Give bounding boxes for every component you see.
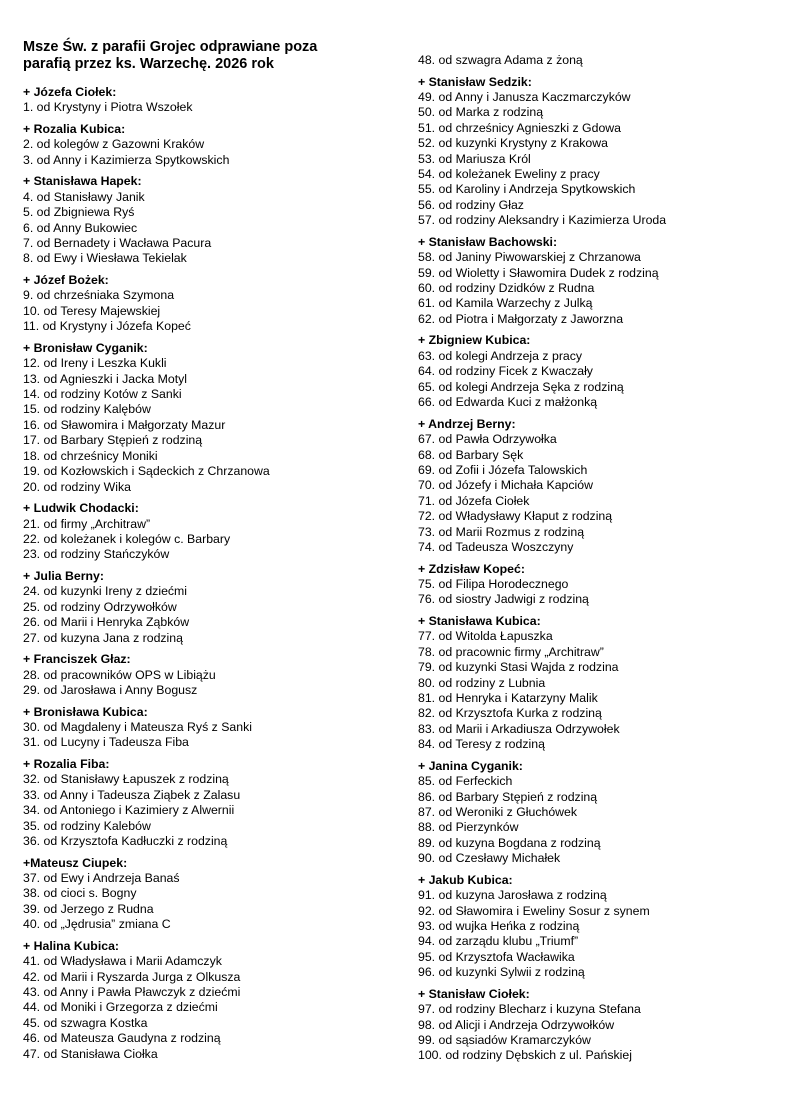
intention-item: 85. od Ferfeckich bbox=[418, 774, 513, 789]
intention-item: 76. od siostry Jadwigi z rodziną bbox=[418, 592, 589, 607]
intention-section bbox=[23, 757, 403, 849]
intention-item: 42. od Marii i Ryszarda Jurga z Olkusza bbox=[23, 969, 241, 984]
intention-item: 66. od Edwarda Kuci z małżonką bbox=[418, 395, 598, 410]
intention-item: 84. od Teresy z rodziną bbox=[418, 737, 545, 752]
intention-item: 27. od kuzyna Jana z rodziną bbox=[23, 630, 183, 645]
intention-section bbox=[418, 235, 778, 327]
intention-item: 73. od Marii Rozmus z rodziną bbox=[418, 524, 585, 539]
intention-item: 93. od wujka Heńka z rodziną bbox=[418, 919, 580, 934]
intention-section bbox=[418, 417, 778, 556]
intention-item: 45. od szwagra Kostka bbox=[23, 1015, 148, 1030]
intention-item: 48. od szwagra Adama z żoną bbox=[418, 53, 583, 67]
intention-item: 60. od rodziny Dzidków z Rudna bbox=[418, 281, 595, 296]
intention-section bbox=[418, 333, 778, 410]
intention-section bbox=[418, 614, 778, 753]
left-column bbox=[23, 85, 403, 1068]
intention-item: 53. od Mariusza Król bbox=[418, 151, 531, 166]
intention-item: 11. od Krystyny i Józefa Kopeć bbox=[23, 319, 191, 334]
intention-item: 20. od rodziny Wika bbox=[23, 479, 131, 494]
intention-section bbox=[23, 273, 403, 335]
intention-item: 80. od rodziny z Lubnia bbox=[418, 675, 546, 690]
intention-item: 71. od Józefa Ciołek bbox=[418, 493, 530, 508]
intention-item: 9. od chrześniaka Szymona bbox=[23, 288, 175, 303]
intention-item: 92. od Sławomira i Eweliny Sosur z synem bbox=[418, 903, 650, 918]
intention-item: 91. od kuzyna Jarosława z rodziną bbox=[418, 888, 607, 903]
intention-section bbox=[23, 939, 403, 1062]
intention-item: 69. od Zofii i Józefa Talowskich bbox=[418, 462, 588, 477]
page-title bbox=[23, 39, 403, 73]
intention-item: 78. od pracownic firmy „Architraw” bbox=[418, 644, 604, 659]
intention-item: 96. od kuzynki Sylwii z rodziną bbox=[418, 965, 585, 980]
section-heading: + Stanisława Kubica: bbox=[418, 613, 541, 628]
intention-item: 33. od Anny i Tadeusza Ziąbek z Zalasu bbox=[23, 787, 241, 802]
intention-item: 13. od Agnieszki i Jacka Motyl bbox=[23, 371, 188, 386]
intention-item: 28. od pracowników OPS w Libiążu bbox=[23, 667, 216, 682]
intention-item: 54. od koleżanek Eweliny z pracy bbox=[418, 167, 600, 182]
intention-section bbox=[23, 569, 403, 646]
section-heading: +Mateusz Ciupek: bbox=[23, 855, 128, 870]
section-heading: + Stanisław Sedzik: bbox=[418, 74, 532, 89]
intention-section bbox=[418, 562, 778, 608]
intention-item: 50. od Marka z rodziną bbox=[418, 105, 544, 120]
section-heading: + Bronisław Cyganik: bbox=[23, 340, 148, 355]
intention-item: 82. od Krzysztofa Kurka z rodziną bbox=[418, 706, 602, 721]
section-heading: + Franciszek Głaz: bbox=[23, 652, 131, 667]
intention-section bbox=[23, 501, 403, 563]
section-heading: + Stanisław Bachowski: bbox=[418, 234, 558, 249]
intention-item: 30. od Magdaleny i Mateusza Ryś z Sanki bbox=[23, 719, 252, 734]
section-heading: + Stanisława Hapek: bbox=[23, 174, 142, 189]
intention-item: 44. od Moniki i Grzegorza z dziećmi bbox=[23, 1000, 218, 1015]
intention-item: 87. od Weroniki z Głuchówek bbox=[418, 805, 578, 819]
section-heading: + Rozalia Kubica: bbox=[23, 122, 126, 136]
section-heading: + Jakub Kubica: bbox=[418, 872, 513, 887]
intention-item: 26. od Marii i Henryka Ząbków bbox=[23, 615, 190, 630]
intention-item: 61. od Kamila Warzechy z Julką bbox=[418, 296, 593, 311]
intention-item: 64. od rodziny Ficek z Kwaczały bbox=[418, 364, 593, 379]
intention-item: 77. od Witolda Łapuszka bbox=[418, 629, 553, 644]
intention-section bbox=[418, 75, 778, 229]
section-heading: + Stanisław Ciołek: bbox=[418, 986, 530, 1001]
intention-item: 14. od rodziny Kotów z Sanki bbox=[23, 387, 182, 402]
intention-item: 74. od Tadeusza Woszczyny bbox=[418, 539, 574, 554]
intention-item: 83. od Marii i Arkadiusza Odrzywołek bbox=[418, 721, 620, 736]
section-heading: + Bronisława Kubica: bbox=[23, 704, 148, 719]
intention-item: 15. od rodziny Kalębów bbox=[23, 402, 151, 417]
intention-item: 25. od rodziny Odrzywołków bbox=[23, 599, 177, 614]
intention-item: 57. od rodziny Aleksandry i Kazimierza Uroda bbox=[418, 213, 667, 228]
section-heading: + Ludwik Chodacki: bbox=[23, 501, 139, 516]
page-title-line-2: parafią przez ks. Warzechę. 2026 rok bbox=[23, 56, 274, 72]
intention-item: 32. od Stanisławy Łapuszek z rodziną bbox=[23, 772, 229, 787]
intention-section bbox=[23, 856, 403, 933]
intention-item: 99. od sąsiadów Kramarczyków bbox=[418, 1033, 591, 1048]
intention-item: 43. od Anny i Pawła Pławczyk z dziećmi bbox=[23, 985, 241, 999]
intention-section bbox=[23, 652, 403, 698]
intention-item: 2. od kolegów z Gazowni Kraków bbox=[23, 137, 205, 152]
intention-item: 23. od rodziny Stańczyków bbox=[23, 547, 170, 562]
intention-section bbox=[23, 705, 403, 751]
intention-section bbox=[418, 759, 778, 867]
intention-section bbox=[418, 987, 778, 1064]
intention-section bbox=[23, 122, 403, 168]
intention-item: 94. od zarządu klubu „Triumf” bbox=[418, 934, 579, 949]
intention-item: 21. od firmy „Architraw” bbox=[23, 516, 151, 531]
intention-item: 10. od Teresy Majewskiej bbox=[23, 303, 161, 318]
intention-item: 58. od Janiny Piwowarskiej z Chrzanowa bbox=[418, 250, 641, 265]
section-heading: + Zdzisław Kopeć: bbox=[418, 561, 525, 576]
intention-item: 3. od Anny i Kazimierza Spytkowskich bbox=[23, 152, 230, 167]
intention-item: 59. od Wioletty i Sławomira Dudek z rodziną bbox=[418, 265, 659, 280]
section-heading: + Janina Cyganik: bbox=[418, 758, 523, 773]
intention-item: 39. od Jerzego z Rudna bbox=[23, 901, 154, 916]
intention-item: 62. od Piotra i Małgorzaty z Jaworzna bbox=[418, 311, 624, 326]
intention-item: 65. od kolegi Andrzeja Sęka z rodziną bbox=[418, 379, 624, 394]
section-heading: + Andrzej Berny: bbox=[418, 416, 516, 431]
intention-item: 41. od Władysława i Marii Adamczyk bbox=[23, 954, 222, 969]
intention-item: 72. od Władysławy Kłaput z rodziną bbox=[418, 509, 613, 524]
intention-item: 89. od kuzyna Bogdana z rodziną bbox=[418, 835, 601, 850]
intention-item: 34. od Antoniego i Kazimiery z Alwernii bbox=[23, 803, 235, 818]
intention-item: 16. od Sławomira i Małgorzaty Mazur bbox=[23, 417, 226, 432]
intention-item: 56. od rodziny Głaz bbox=[418, 197, 524, 212]
intention-item: 86. od Barbary Stępień z rodziną bbox=[418, 789, 598, 804]
intention-item: 49. od Anny i Janusza Kaczmarczyków bbox=[418, 90, 631, 104]
intention-item: 1. od Krystyny i Piotra Wszołek bbox=[23, 100, 193, 115]
section-heading: + Julia Berny: bbox=[23, 568, 104, 583]
intention-item: 51. od chrześnicy Agnieszki z Gdowa bbox=[418, 120, 622, 135]
right-column bbox=[418, 53, 778, 1070]
intention-section bbox=[418, 873, 778, 981]
intention-section bbox=[23, 174, 403, 266]
intention-item: 29. od Jarosława i Anny Bogusz bbox=[23, 682, 198, 697]
intention-item: 31. od Lucyny i Tadeusza Fiba bbox=[23, 735, 189, 750]
page-title-line-1: Msze Św. z parafii Grojec odprawiane poza bbox=[23, 39, 318, 55]
intention-item: 100. od rodziny Dębskich z ul. Pańskiej bbox=[418, 1048, 632, 1063]
intention-item: 88. od Pierzynków bbox=[418, 820, 519, 835]
intention-item: 47. od Stanisława Ciołka bbox=[23, 1046, 158, 1061]
intention-item: 38. od cioci s. Bogny bbox=[23, 886, 137, 901]
intention-item: 98. od Alicji i Andrzeja Odrzywołków bbox=[418, 1017, 615, 1032]
intention-item: 37. od Ewy i Andrzeja Banaś bbox=[23, 870, 180, 885]
intention-item: 5. od Zbigniewa Ryś bbox=[23, 205, 135, 220]
intention-item: 55. od Karoliny i Andrzeja Spytkowskich bbox=[418, 182, 636, 197]
intention-item: 18. od chrześnicy Moniki bbox=[23, 448, 158, 463]
section-heading: + Zbigniew Kubica: bbox=[418, 333, 531, 348]
intention-item: 46. od Mateusza Gaudyna z rodziną bbox=[23, 1031, 221, 1046]
intention-item: 36. od Krzysztofa Kadłuczki z rodziną bbox=[23, 833, 228, 848]
intention-item: 24. od kuzynki Ireny z dziećmi bbox=[23, 584, 188, 599]
section-heading: + Rozalia Fiba: bbox=[23, 756, 110, 771]
intention-item: 52. od kuzynki Krystyny z Krakowa bbox=[418, 136, 608, 151]
intention-item: 97. od rodziny Blecharz i kuzyna Stefana bbox=[418, 1002, 641, 1017]
intention-item: 67. od Pawła Odrzywołka bbox=[418, 432, 557, 447]
section-heading: + Józef Bożek: bbox=[23, 273, 109, 288]
intention-item: 12. od Ireny i Leszka Kukli bbox=[23, 356, 167, 371]
intention-item: 8. od Ewy i Wiesława Tekielak bbox=[23, 251, 187, 266]
section-heading: + Halina Kubica: bbox=[23, 938, 120, 953]
intention-item: 68. od Barbary Sęk bbox=[418, 447, 524, 462]
intention-section bbox=[23, 341, 403, 495]
intention-item: 95. od Krzysztofa Wacławika bbox=[418, 949, 575, 964]
section-heading: + Józefa Ciołek: bbox=[23, 85, 117, 99]
intention-item: 4. od Stanisławy Janik bbox=[23, 189, 145, 204]
intention-item: 81. od Henryka i Katarzyny Malik bbox=[418, 690, 598, 705]
intention-item: 40. od „Jędrusia” zmiana C bbox=[23, 917, 171, 932]
intention-item: 19. od Kozłowskich i Sądeckich z Chrzanowa bbox=[23, 464, 270, 479]
intention-item: 70. od Józefy i Michała Kapciów bbox=[418, 478, 593, 493]
intention-item: 75. od Filipa Horodecznego bbox=[418, 576, 569, 591]
intention-item: 35. od rodziny Kalebów bbox=[23, 818, 151, 833]
intention-section bbox=[23, 85, 403, 116]
intention-item: 22. od koleżanek i kolegów c. Barbary bbox=[23, 531, 231, 546]
intention-item: 79. od kuzynki Stasi Wajda z rodzina bbox=[418, 660, 619, 675]
intention-item: 90. od Czesławy Michałek bbox=[418, 851, 561, 866]
intention-section bbox=[418, 53, 778, 68]
intention-item: 7. od Bernadety i Wacława Pacura bbox=[23, 236, 212, 251]
intention-item: 6. od Anny Bukowiec bbox=[23, 220, 138, 235]
intention-item: 17. od Barbary Stępień z rodziną bbox=[23, 433, 203, 448]
intention-item: 63. od kolegi Andrzeja z pracy bbox=[418, 348, 583, 363]
